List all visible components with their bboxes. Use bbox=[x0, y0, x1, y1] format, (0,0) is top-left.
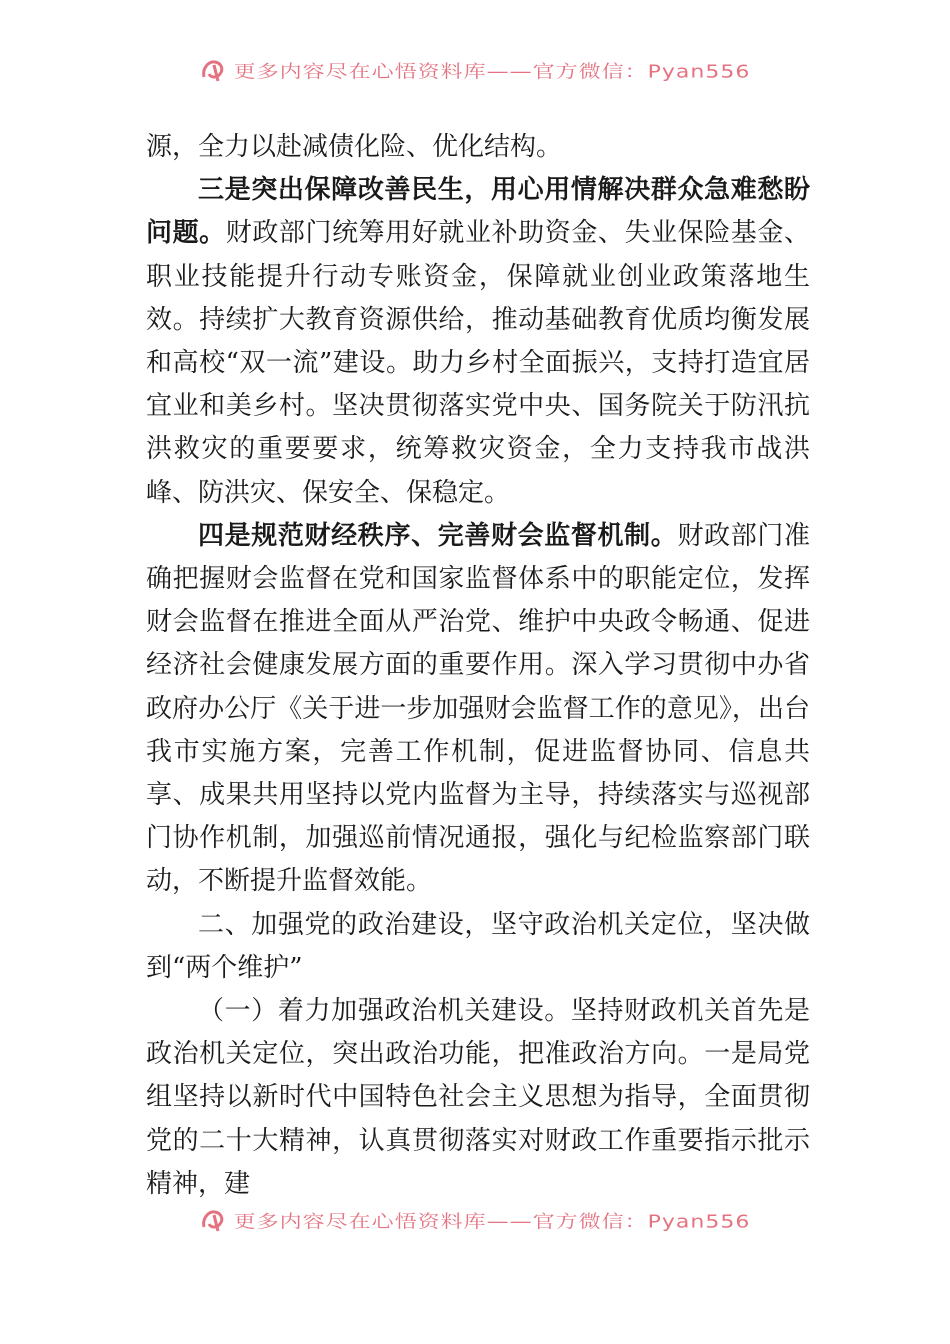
paragraph-text: 财政部门准确把握财会监督在党和国家监督体系中的职能定位，发挥财会监督在推进全面从严治党、维护中央政令畅通、促进经济社会健康发展方面的重要作用。深入学习贯彻中办省政府办公厅《关于进一步加强财会监督工作的意见》，出台我市实施方案，完善工作机制，促进监督协同、信息共享、成果共用坚持以党内监督为主导，持续落实与巡视部门协作机制，加强巡前情况通报，强化与纪检监察部门联动，不断提升监督效能。 bbox=[146, 520, 810, 897]
logo-icon bbox=[200, 1207, 228, 1233]
paragraph-lead: 三是突出保障改善民生，用心用情解决群众急难愁盼问题。 bbox=[146, 175, 810, 249]
document-body bbox=[146, 126, 810, 1206]
watermark-footer bbox=[0, 1200, 950, 1240]
paragraph-text: （一）着力加强政治机关建设。坚持财政机关首先是政治机关定位，突出政治功能，把准政治方向。一是局党组坚持以新时代中国特色社会主义思想为指导，全面贯彻党的二十大精神，认真贯彻落实对财政工作重要指示批示精神，建 bbox=[146, 996, 810, 1199]
paragraph-text: 二、加强党的政治建设，坚守政治机关定位，坚决做到“两个维护” bbox=[146, 909, 810, 983]
paragraph bbox=[146, 126, 810, 169]
paragraph-text: 源，全力以赴减债化险、优化结构。 bbox=[146, 132, 563, 162]
section-heading bbox=[146, 904, 810, 990]
watermark-header bbox=[0, 50, 950, 90]
paragraph bbox=[146, 169, 810, 515]
watermark-text: 更多内容尽在心悟资料库——官方微信：Pyan556 bbox=[233, 61, 751, 82]
paragraph-lead: 四是规范财经秩序、完善财会监督机制。 bbox=[198, 520, 678, 551]
paragraph bbox=[146, 515, 810, 904]
paragraph-text: 财政部门统筹用好就业补助资金、失业保险基金、职业技能提升行动专账资金，保障就业创业政策落地生效。持续扩大教育资源供给，推动基础教育优质均衡发展和高校“双一流”建设。助力乡村全面振兴，支持打造宜居宜业和美乡村。坚决贯彻落实党中央、国务院关于防汛抗洪救灾的重要要求，统筹救灾资金，全力支持我市战洪峰、防洪灾、保安全、保稳定。 bbox=[146, 218, 810, 508]
logo-icon bbox=[200, 57, 228, 83]
paragraph bbox=[146, 990, 810, 1206]
watermark-text: 更多内容尽在心悟资料库——官方微信：Pyan556 bbox=[233, 1211, 751, 1232]
